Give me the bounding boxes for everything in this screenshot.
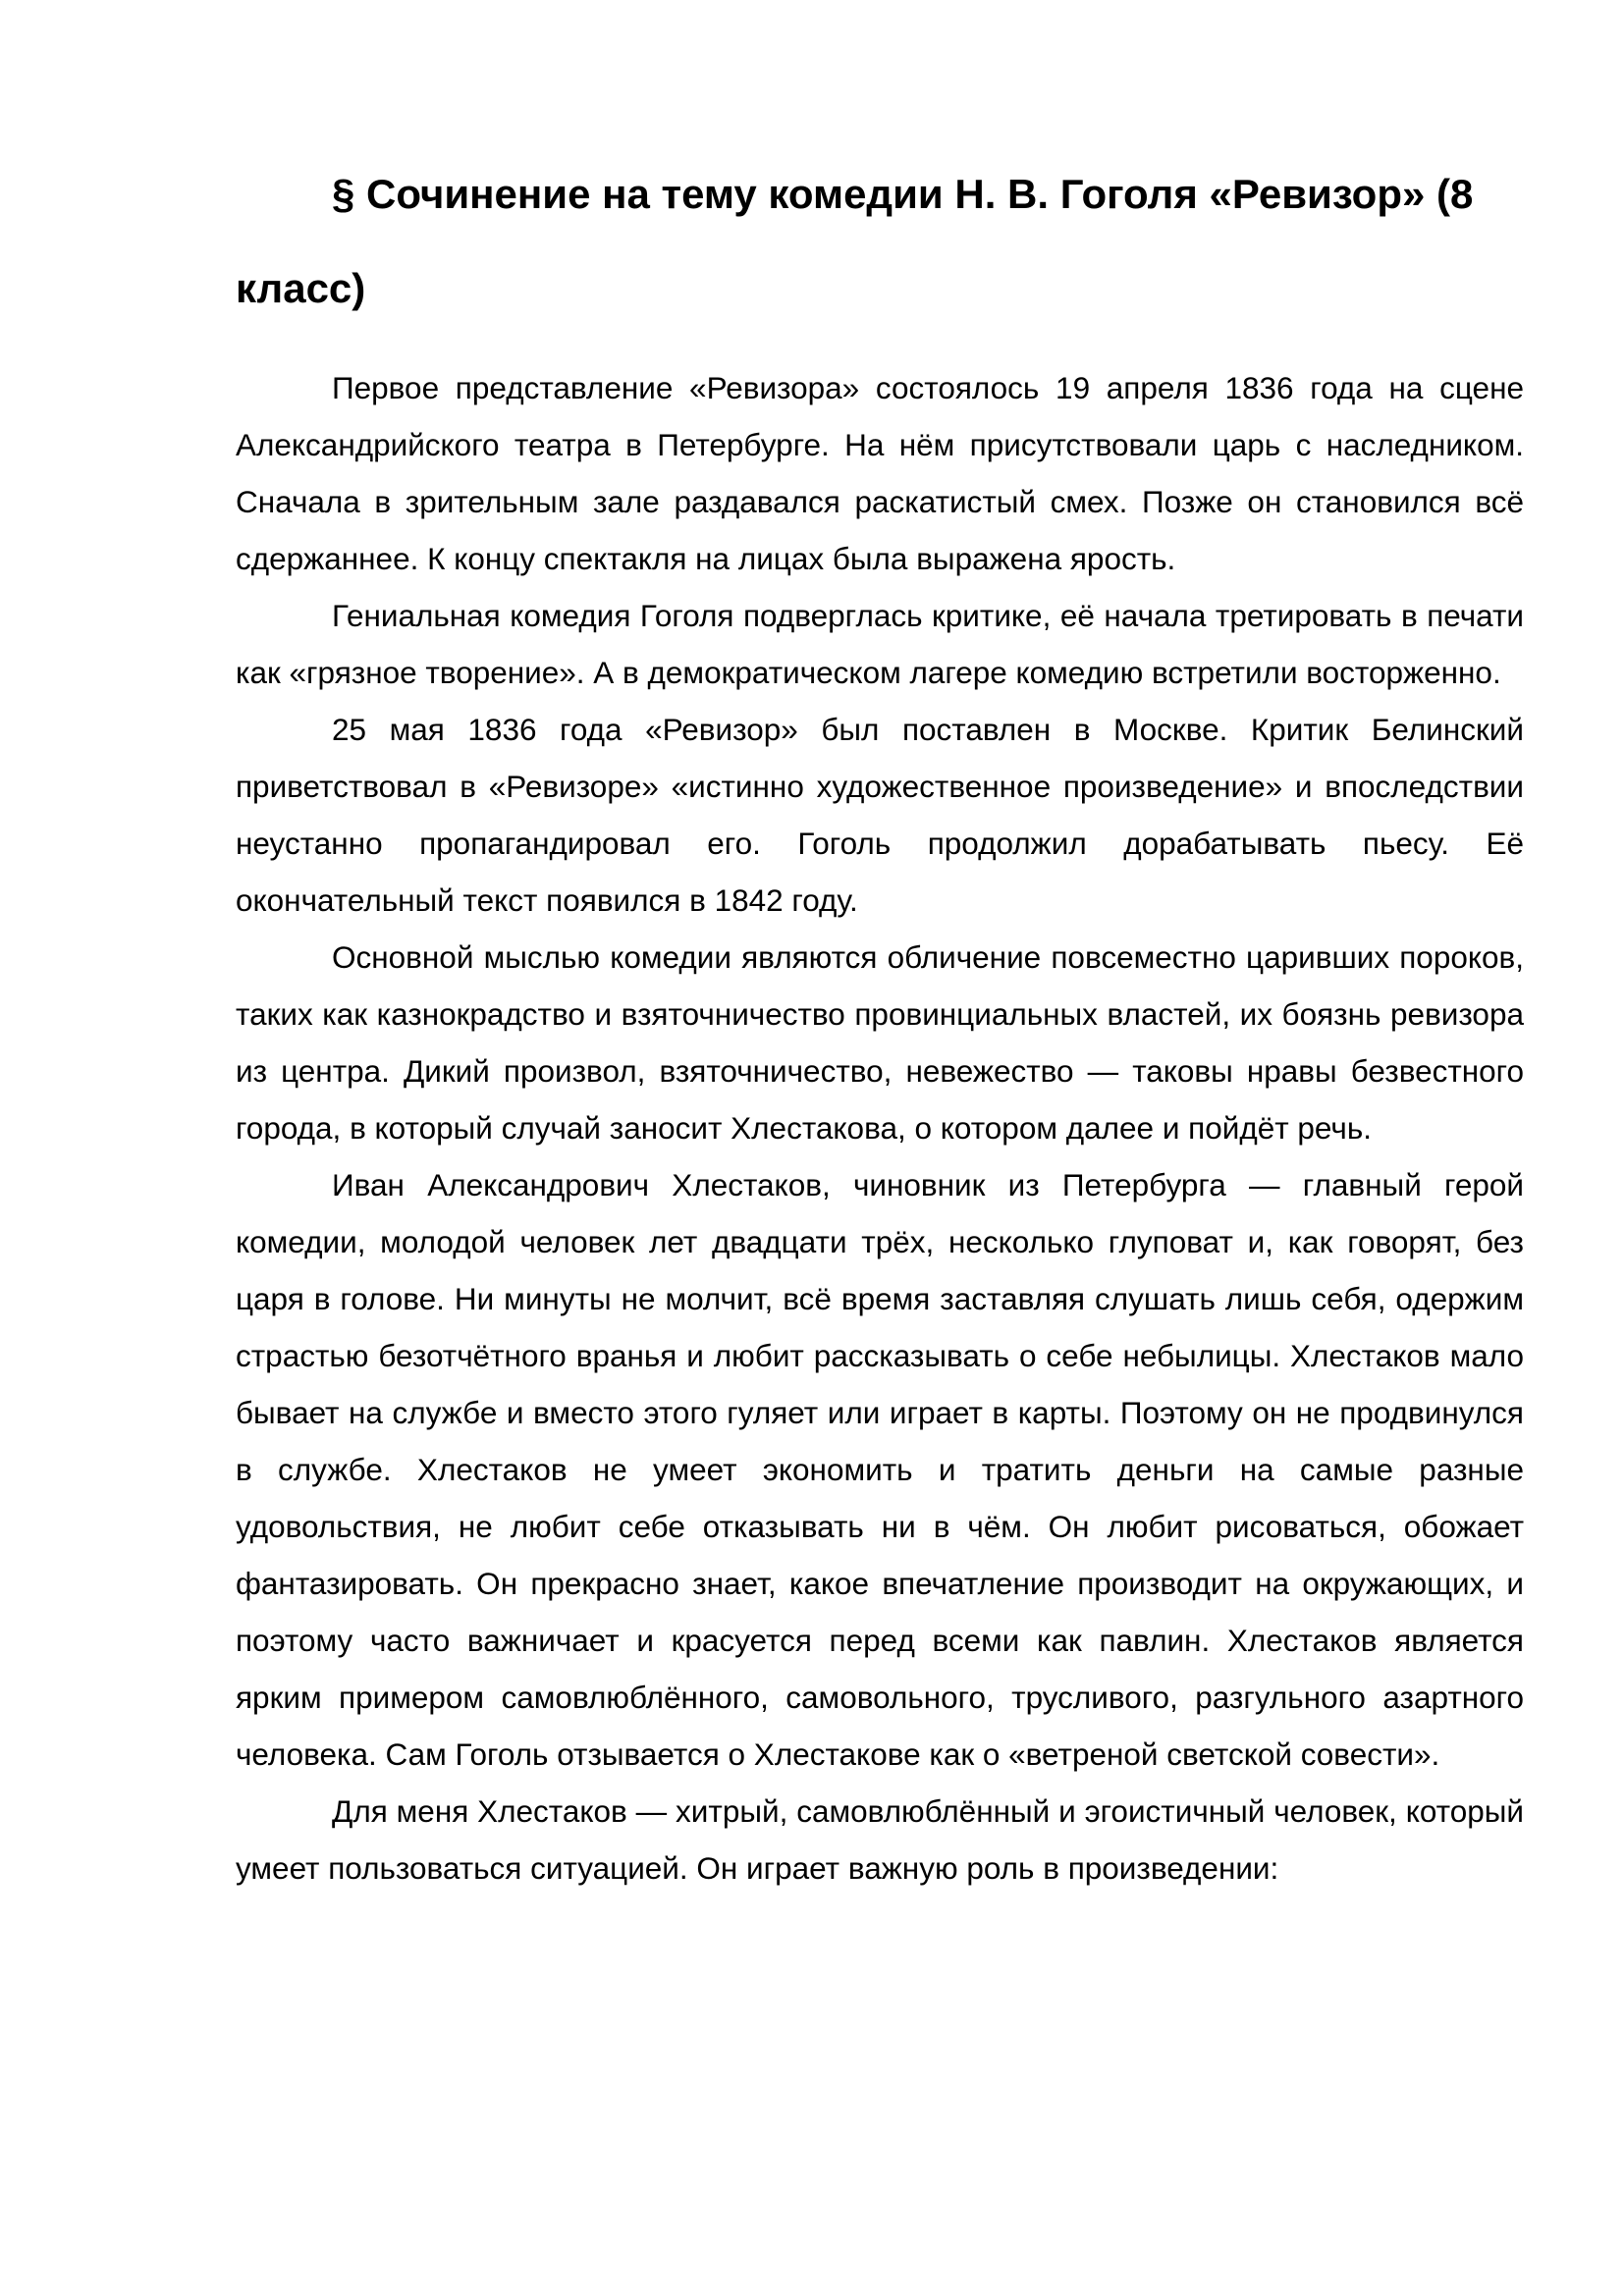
paragraph-3: 25 мая 1836 года «Ревизор» был поставлен в Москве. Критик Белинский приветствовал в «Ревизоре» «истинно художественное произведение» и впоследствии неустанно пропагандировал его. Гоголь продолжил дорабатывать пьесу. Её окончательный текст появился в 1842 году.	[236, 712, 1524, 918]
paragraph-5: Иван Александрович Хлестаков, чиновник из Петербурга — главный герой комедии, молодой человек лет двадцати трёх, несколько глуповат и, как говорят, без царя в голове. Ни минуты не молчит, всё время заставляя слушать лишь себя, одержим страстью безотчётного вранья и любит рассказывать о себе небылицы. Хлестаков мало бывает на службе и вместо этого гуляет или играет в карты. Поэтому он не продвинулся в службе. Хлестаков не умеет экономить и тратить деньги на самые разные удовольствия, не любит себе отказывать ни в чём. Он любит рисоваться, обожает фантазировать. Он прекрасно знает, какое впечатление производит на окружающих, и поэтому часто важничает и красуется перед всеми как павлин. Хлестаков является ярким примером самовлюблённого, самовольного, трусливого, разгульного азартного человека. Сам Гоголь отзывается о Хлестакове как о «ветреной светской совести».	[236, 1167, 1524, 1772]
document-title: § Сочинение на тему комедии Н. В. Гоголя «Ревизор» (8 класс)	[236, 171, 1474, 311]
paragraph-1: Первое представление «Ревизора» состоялось 19 апреля 1836 года на сцене Александрийского театра в Петербурге. На нём присутствовали царь с наследником. Сначала в зрительным зале раздавался раскатистый смех. Позже он становился всё сдержаннее. К концу спектакля на лицах была выражена ярость.	[236, 370, 1524, 576]
paragraph-2: Гениальная комедия Гоголя подверглась критике, её начала третировать в печати как «грязное творение». А в демократическом лагере комедию встретили восторженно.	[236, 598, 1524, 690]
paragraph-4: Основной мыслью комедии являются обличение повсеместно царивших пороков, таких как казнокрадство и взяточничество провинциальных властей, их боязнь ревизора из центра. Дикий произвол, взяточничество, невежество — таковы нравы безвестного города, в который случай заносит Хлестакова, о котором далее и пойдёт речь.	[236, 939, 1524, 1146]
paragraph-6: Для меня Хлестаков — хитрый, самовлюблённый и эгоистичный человек, который умеет пользоваться ситуацией. Он играет важную роль в произведении:	[236, 1793, 1524, 1886]
document-body	[236, 359, 1524, 1896]
